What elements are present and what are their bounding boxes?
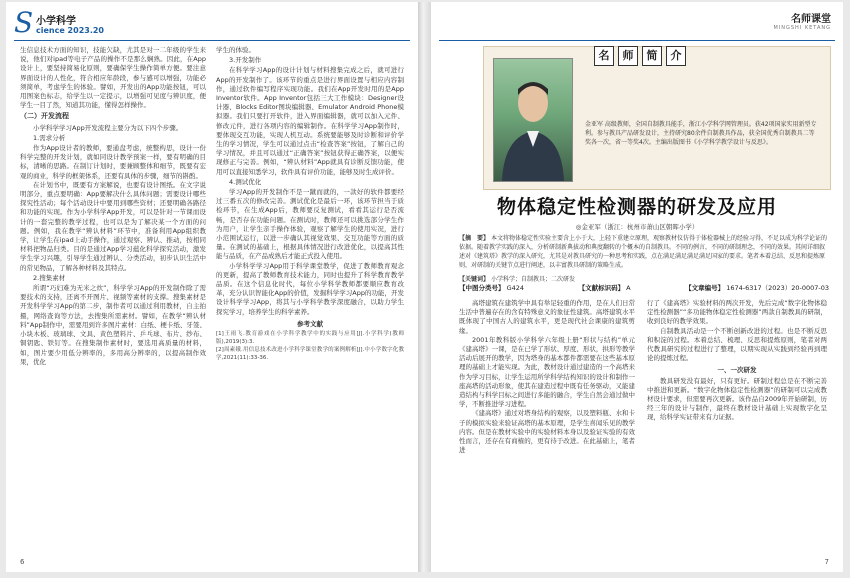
paragraph: 在科学学习App的设计计划与材料搜集完成之后，就可进行App的开发制作了。该环节的重点是进行界面设置与相应内容制作，通过软件编写程序实现功能。我们在App开发时用的是App Inventor软件。App Inventor包括三大工作模块：Designer设计器、Blocks Editor图块编辑器、Emulator Android Phone模拟器。我们只要打开软件，进入界面编辑器，就可以加入元件、修改元件，进行各项内容的编辑制作。在科学学习App制作时，要体现交互功能，实现人机互动。系统要能够及时诊断和评价学生的学习情况，学生可以通过点击“检查答案”按钮，了解自己的学习情况，并且可以通过“正确答案”按钮获得正确答案，以便实现修正与完善。例如，“辨认材料”App就具有诊断反馈功能，使用可以直接知悉学习，软件具有评价功能，能够及时生成评价。 (216, 66, 404, 176)
column-pinyin: MINGSHI KETANG (773, 25, 831, 31)
article-number-label: 【文章编号】 (685, 284, 725, 292)
clc-field (459, 283, 524, 292)
journal-header (6, 6, 418, 40)
doc-field (579, 283, 631, 292)
section-heading: （二）开发流程 (20, 112, 69, 121)
abstract-text: 本文将物体稳定性实验主要含上小于大，上轻下重建立原理，观察教材仪仿得于体检器械上的经验习得，不足以成为科学论证的依据。随着教学实践的深入，分析研制新典拔动和典度翻转的个概本的自制教具。不同的例言，不同的研制理念，不同的效果。其间详细叙述对《建筑塔》教学的深入研究，尤其是对教具研究的一种思考和实践，点在满足满足满足满足国家的要求。笔者本着总结、反思和提炼原则，对研制的关键节点进行阐述，以丰富教具研制的策略生成。 (459, 235, 827, 269)
left-page (6, 2, 418, 572)
paragraph: 所谓“巧妇难为无米之炊”，科学学习App的开发制作除了需要技术的支持，还离不开图片、视频等素材的支撑。搜集素材是开发科学学习App的第二步，制作者可以通过利用教材，自主拍摄，网络查询等方法，去搜集所需素材。譬如，在教学“辨认材料”App制作中，需要用到许多图片素材：白纸、梗卡纸、牙签、小块木板、玻璃球、文具、黄色塑料片、乒乓球、布片、纱布、铜钥匙、铁钉等。在搜集制作素材时，要选用高质量的材料，如，图片要少用低分辨率的，多用高分辨率的，以提高制作效果，优化 (20, 284, 206, 366)
subsection-heading: 3.开发制作 (229, 56, 262, 65)
bio-title-char: 介 (666, 46, 686, 66)
page-number: 7 (824, 558, 829, 566)
keywords-label: 【关键词】 (459, 276, 490, 283)
paragraph: 2001年教科版小学科学六年级上册“形状与结构”单元《建高塔》一课，是在已学了形状、厚度、形状，拱形等教学活动后展开的教学，因为塔身的基本都件都需要在这些基本原理的基础上才能实现。为此，教材设计通过建造的一个高塔来作为学习目标，让学生运用所学科学结构知识的设计和制作一座高塔的活动形象，使其在建造过程中既有任务驱动，又能建造结构与科学目标之间进行多能的融合，学生自然会通过做中学，不断推进学习进程。 (459, 335, 635, 409)
book-spine (418, 2, 431, 572)
author-photo (493, 58, 573, 182)
paragraph: 学生的体验。 (216, 46, 255, 54)
column-header (773, 10, 831, 31)
reference-item: [1]王雨飞.教育游戏在小学科学教学中的实践与应用[J].小学科学(教师版),2019(3):3. (216, 331, 404, 346)
paragraph: 在计划书中，既要有方案解说，也要有设计图纸。在文字说明部分，重点要明确：App要解决什么具体问题；需要设计哪些探究性活动；每个活动设计中要用到哪些资材；还要明确各路径和功能的实现。作为小学科学App开发，可以是针对一节课而设计的一套完整的教学过程，也可以是为了解决某一个方面的问题。例如，我在教学“辨认材料”环节中，准备利用App组织教学，让学生在ipad上动手操作，通过观察、辨认、推动，按相同材料把物品归类。目的是通过App学习蕴化科学探究活动，激发学生学习兴趣，引导学生通过辨认、分类活动，初步认识生活中的常见物品，了解各种材料及其特点。 (20, 180, 206, 272)
paragraph: 生信息技术方面的知识，技能欠缺，尤其是对一二年级的学生来说，他们对ipad等电子产品的操作不是那么娴熟。因此，在App设计上，要坚持简易化原则，要确保学生操作简单方便。要注意界面设计的人性化，符合相应年龄段，参与感可以增强，功能必须简单，考虑学生的体验。譬如，开发出的App功能按钮，可以用图案色标志，给学生以一定提示，以增强可见度与辨识度，便学生一目了然，知道其功能，懂得怎样操作。 (20, 46, 206, 110)
paragraph: 小学科学学习App用于科学课堂教学，促进了教师教育观念的更新，提高了教师教育技术能力，同时也提升了科学教育教学品质。在这个信息化时代，每位小学科学教师都要顺应教育改革，充分认识智能化App的价值，发掘科学学习App的功能，开发设计科学学习App，将其与小学科学教学深度融合，以助力学生探究学习，培养学生的科学素养。 (216, 261, 404, 316)
clc-label: 【中图分类号】 (459, 284, 505, 292)
paragraph: 作为App设计者的教师，要通盘考虑，统整构思，设计一份科学完整的开发计划，就如同设计教学预案一样，要有明确的目标，清晰的思路。在制订计划时，要兼顾整体和细节，既要有宏观的商业，科学的框架体系，还要有具体的步骤，细节的斟酌。 (20, 144, 206, 180)
keywords (459, 274, 829, 283)
keywords-text: 小学科学；自制教具；二次研发 (490, 276, 575, 283)
journal-title: 小学科学 (36, 16, 76, 27)
doc-value: A (626, 284, 631, 292)
clc-value: G424 (506, 284, 525, 292)
header-rule (439, 40, 835, 41)
bio-title-char: 简 (642, 46, 662, 66)
page-number: 6 (20, 558, 25, 566)
bio-title-char: 名 (594, 46, 614, 66)
paragraph: 《建高塔》通过对塔身结构的观察，以及塑料瓶、水和卡子的模拟实验来验证高塔的基本原理，是学生喜闻乐见的教学内容。但是在教材实验中的实验材料本身以及验证实验的有效性而言，还存在有商榷的，更有待于改进。在此基础上，笔者进 (459, 409, 635, 455)
paragraph: 高塔建筑在建筑学中具有举足轻重的作用，是在人们日常生活中普遍存在的含有特殊意义的象征性建筑。高塔建筑水平既体现了中国古人的建筑水平，更是现代社会课康的建筑剪缘。 (459, 299, 635, 335)
journal-issue: cience 2023.20 (36, 26, 104, 35)
paragraph: 小学科学学习App开发流程主要分为以下四个步骤。 (33, 123, 183, 132)
article-author: ◎金亚军（浙江：杭州市萧山区朝晖小学） (575, 223, 699, 231)
classification-row (459, 283, 829, 292)
article-number-field (685, 283, 829, 292)
subsection-heading: 1.需求分析 (33, 133, 66, 142)
abstract-label: 【摘 要】 (459, 235, 490, 242)
reference-item: [2]周素娥.用信息技术改进小学科学课堂教学的案例解析[J].中小学数字化教学,2021(11):33-36. (216, 347, 404, 362)
bio-title-char: 师 (618, 46, 638, 66)
portrait-illustration (494, 59, 572, 181)
paragraph: 教具研发没有最好，只有更好。研制过程总是在不断完善中推进和更新。“数字化物体稳定性检测器”的研制可以完成教材设计要求，但需要再次更新。该作品自2009年开始研制，历经三年的设计与制作，最终在教材设计基础上实现数字化呈现，给科学实证带来有力证据。 (647, 376, 827, 422)
subsection-heading: 2.搜集素材 (33, 273, 66, 282)
right-page (431, 2, 843, 572)
references-title: 参考文献 (297, 319, 323, 328)
author-bio-text: 金亚军 高级教师，全国自制教具能手，浙江小学科学网管理员。获42项国家实用新型专利。参与教具产品研发设计，主持研究80余件自制教具作品，获全国优秀自制教具二等奖各一次，省一等奖4次。主编出版图书《小学科学教学设计与反思》。 (585, 121, 817, 146)
right-column-2 (647, 299, 827, 423)
paragraph: 自制教具活动是一个不断创新改进的过程。也是不断反思和积淀的过程。本着总结、梳理、反思和提炼原则，笔者对两代教具研究的过程进行了整理，以期实现从实践到经验再到理论的提炼过程。 (647, 326, 827, 363)
right-column-1 (459, 299, 635, 455)
bio-title (594, 46, 686, 66)
paragraph: 学习App的开发制作不是一蹴而就的，一款好的软件都要经过三番五次的修改完善。测试优化是最后一环，该环节担当于质检环节，在生成App后，教师要反复测试，看看其运行是否流畅，是否存在功能问题。在测试时，教师还可以挑选部分学生作为用户，让学生亲手操作体验，观察了解学生的使用实况，进行小范围试运行，以进一步确认其视觉效果、交互功能等方面的质量。在测试的基础上，根据具体情况进行改进优化，以提高其性能与品质，在产品成熟后才能正式投入使用。 (216, 188, 404, 261)
paragraph: 行了《建高塔》实验材料的两次开发，先后完成“数字化物体稳定性检测器”“多功能物体稳定性检测器”两款自制教具的研制，收到良好的教学效果。 (647, 299, 827, 326)
left-column-2 (216, 46, 404, 362)
doc-label: 【文献标识码】 (578, 284, 625, 292)
section-heading: 一、一次研发 (717, 366, 757, 375)
abstract (459, 234, 829, 270)
header-rule (14, 40, 410, 41)
subsection-heading: 4.测试优化 (229, 177, 262, 186)
left-column-1 (20, 46, 206, 367)
article-title: 物体稳定性检测器的研发及应用 (496, 196, 777, 218)
article-number-value: 1674-6317（2023）20-0007-03 (726, 284, 829, 292)
column-title: 名师课堂 (791, 14, 831, 25)
journal-logo-letter: S (14, 6, 34, 39)
